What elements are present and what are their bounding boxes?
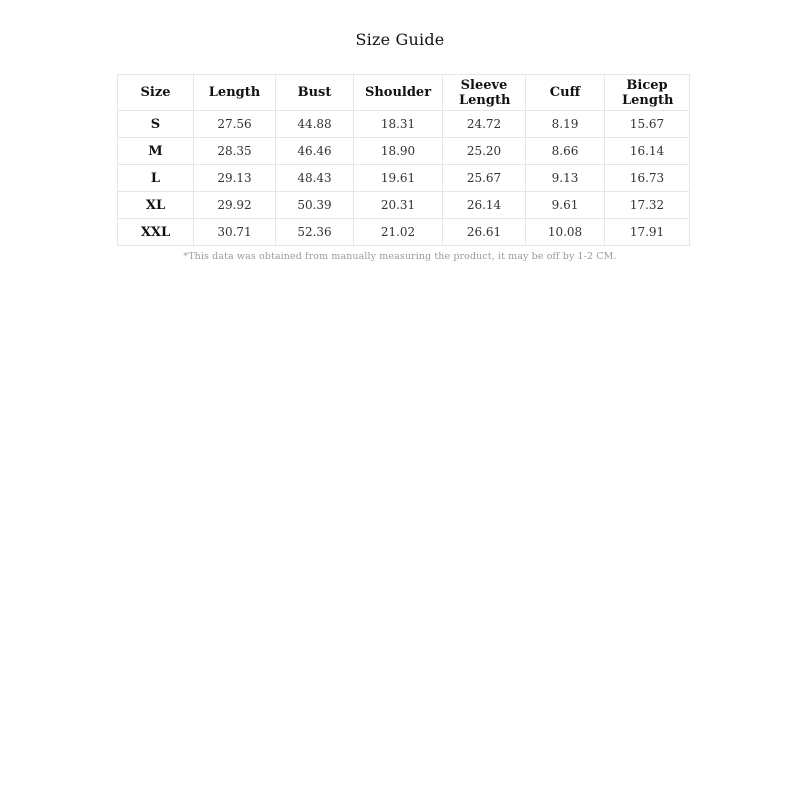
length-cell: 29.13 <box>194 165 276 192</box>
table-row <box>118 219 690 246</box>
table-row <box>118 138 690 165</box>
bicep-length-cell: 17.91 <box>605 219 690 246</box>
bicep-length-cell: 15.67 <box>605 111 690 138</box>
size-table <box>117 74 690 246</box>
column-header-bicep-length <box>605 75 690 111</box>
cuff-cell: 9.61 <box>526 192 605 219</box>
column-header-size: Size <box>118 75 194 111</box>
size-cell: S <box>118 111 194 138</box>
length-cell: 27.56 <box>194 111 276 138</box>
shoulder-cell: 20.31 <box>354 192 443 219</box>
length-cell: 28.35 <box>194 138 276 165</box>
bicep-length-label: Bicep Length <box>622 77 674 108</box>
column-header-shoulder: Shoulder <box>354 75 443 111</box>
shoulder-cell: 18.90 <box>354 138 443 165</box>
bust-cell: 48.43 <box>276 165 354 192</box>
sleeve-length-cell: 26.61 <box>443 219 526 246</box>
table-row <box>118 111 690 138</box>
sleeve-length-cell: 25.20 <box>443 138 526 165</box>
cuff-cell: 9.13 <box>526 165 605 192</box>
header-row <box>118 75 690 111</box>
shoulder-cell: 18.31 <box>354 111 443 138</box>
sleeve-length-cell: 26.14 <box>443 192 526 219</box>
bicep-length-cell: 16.14 <box>605 138 690 165</box>
sleeve-length-cell: 24.72 <box>443 111 526 138</box>
size-cell: M <box>118 138 194 165</box>
size-cell: XL <box>118 192 194 219</box>
bicep-length-cell: 16.73 <box>605 165 690 192</box>
shoulder-cell: 21.02 <box>354 219 443 246</box>
measurement-note: *This data was obtained from manually measuring the product, it may be off by 1-2 CM. <box>183 251 617 262</box>
shoulder-cell: 19.61 <box>354 165 443 192</box>
bicep-length-cell: 17.32 <box>605 192 690 219</box>
size-cell: XXL <box>118 219 194 246</box>
table-row <box>118 192 690 219</box>
bust-cell: 46.46 <box>276 138 354 165</box>
column-header-sleeve-length <box>443 75 526 111</box>
bust-cell: 44.88 <box>276 111 354 138</box>
bust-cell: 52.36 <box>276 219 354 246</box>
table-row <box>118 165 690 192</box>
length-cell: 29.92 <box>194 192 276 219</box>
cuff-cell: 8.19 <box>526 111 605 138</box>
page-title: Size Guide <box>355 30 445 49</box>
sleeve-length-label: Sleeve Length <box>459 77 511 108</box>
cuff-cell: 10.08 <box>526 219 605 246</box>
column-header-length: Length <box>194 75 276 111</box>
length-cell: 30.71 <box>194 219 276 246</box>
cuff-cell: 8.66 <box>526 138 605 165</box>
sleeve-length-cell: 25.67 <box>443 165 526 192</box>
column-header-bust: Bust <box>276 75 354 111</box>
bust-cell: 50.39 <box>276 192 354 219</box>
column-header-cuff: Cuff <box>526 75 605 111</box>
size-cell: L <box>118 165 194 192</box>
